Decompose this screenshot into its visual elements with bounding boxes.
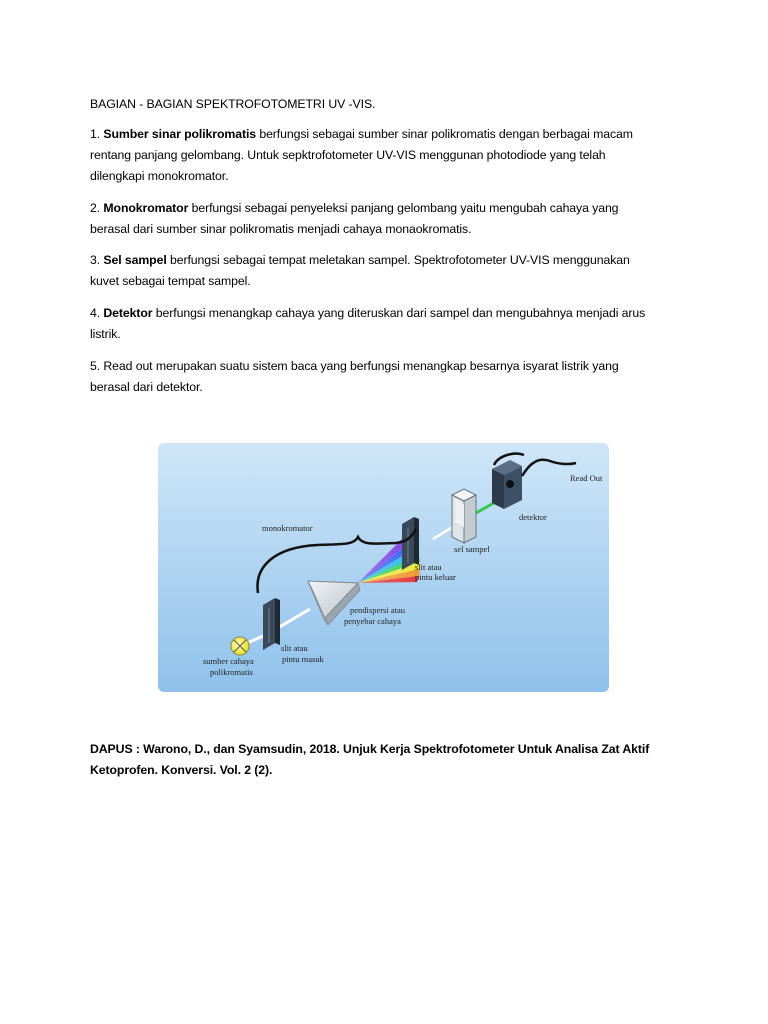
cuvette-icon (452, 489, 476, 543)
reference-line-1: DAPUS : Warono, D., dan Syamsudin, 2018. Unjuk Kerja Spektrofotometer Untuk Analisa Zat Aktif (90, 742, 650, 756)
item-4-text-1: berfungsi menangkap cahaya yang diteruskan dari sampel dan mengubahnya menjadi arus (152, 306, 646, 320)
label-slit-masuk-2: pintu masuk (282, 654, 324, 664)
item-1-number: 1. (90, 127, 101, 141)
item-3-line-1 (90, 250, 690, 271)
label-detektor: detektor (519, 512, 547, 522)
item-5-number: 5. (90, 359, 101, 373)
item-detektor (90, 303, 690, 345)
lamp-icon (231, 637, 249, 655)
item-2-text-1: berfungsi sebagai penyeleksi panjang gelombang yaitu mengubah cahaya yang (188, 201, 619, 215)
item-1-text-1: berfungsi sebagai sumber sinar polikromatis dengan berbagai macam (256, 127, 633, 141)
item-3-number: 3. (90, 253, 101, 267)
label-pendispersi-2: penyebar cahaya (344, 616, 401, 626)
label-slit-keluar-1: slit atau (415, 562, 442, 572)
item-3-text-1: berfungsi sebagai tempat meletakan sampel. Spektrofotometer UV-VIS menggunakan (166, 253, 630, 267)
item-4-number: 4. (90, 306, 101, 320)
item-4-term: Detektor (103, 306, 153, 320)
item-3-text-2: kuvet sebagai tempat sampel. (90, 274, 251, 288)
item-2-term: Monokromator (103, 201, 189, 215)
item-5-text-2: berasal dari detektor. (90, 380, 203, 394)
detector-icon (492, 460, 522, 509)
reference (90, 739, 690, 781)
item-5-line-1 (90, 356, 690, 377)
label-sel-sampel: sel sampel (454, 544, 490, 554)
spectrophotometer-diagram (158, 443, 609, 692)
item-2-text-2: berasal dari sumber sinar polikromatis menjadi cahaya monaokromatis. (90, 222, 472, 236)
item-sel-sampel (90, 250, 690, 292)
item-4-line-1 (90, 303, 690, 324)
item-5-text-1: Read out merupakan suatu sistem baca yang berfungsi menangkap besarnya isyarat listrik yang (103, 359, 619, 373)
label-pendispersi-1: pendispersi atau (350, 605, 405, 615)
item-1-term: Sumber sinar polikromatis (103, 127, 257, 141)
item-2-line-1 (90, 198, 690, 219)
label-slit-keluar-2: pintu keluar (415, 572, 456, 582)
item-1-text-2: rentang panjang gelombang. Untuk sepktrofotometer UV-VIS menggunan photodiode yang telah (90, 148, 606, 162)
item-sumber-sinar (90, 124, 690, 187)
item-read-out (90, 356, 690, 398)
item-3-term: Sel sampel (103, 253, 167, 267)
item-2-number: 2. (90, 201, 101, 215)
label-sumber-1: sumber cahaya (203, 656, 254, 666)
item-monokromator (90, 198, 690, 240)
label-read-out: Read Out (570, 473, 603, 483)
reference-line-2: Ketoprofen. Konversi. Vol. 2 (2). (90, 763, 273, 777)
entrance-slit (263, 598, 280, 650)
label-sumber-2: polikromatis (210, 667, 253, 677)
item-1-text-3: dilengkapi monokromator. (90, 169, 229, 183)
item-4-text-2: listrik. (90, 327, 121, 341)
page-title: BAGIAN - BAGIAN SPEKTROFOTOMETRI UV -VIS. (90, 97, 376, 111)
label-slit-masuk-1: slit atau (281, 643, 308, 653)
item-1-line-1 (90, 124, 690, 145)
label-monokromator: monokromator (262, 523, 313, 533)
